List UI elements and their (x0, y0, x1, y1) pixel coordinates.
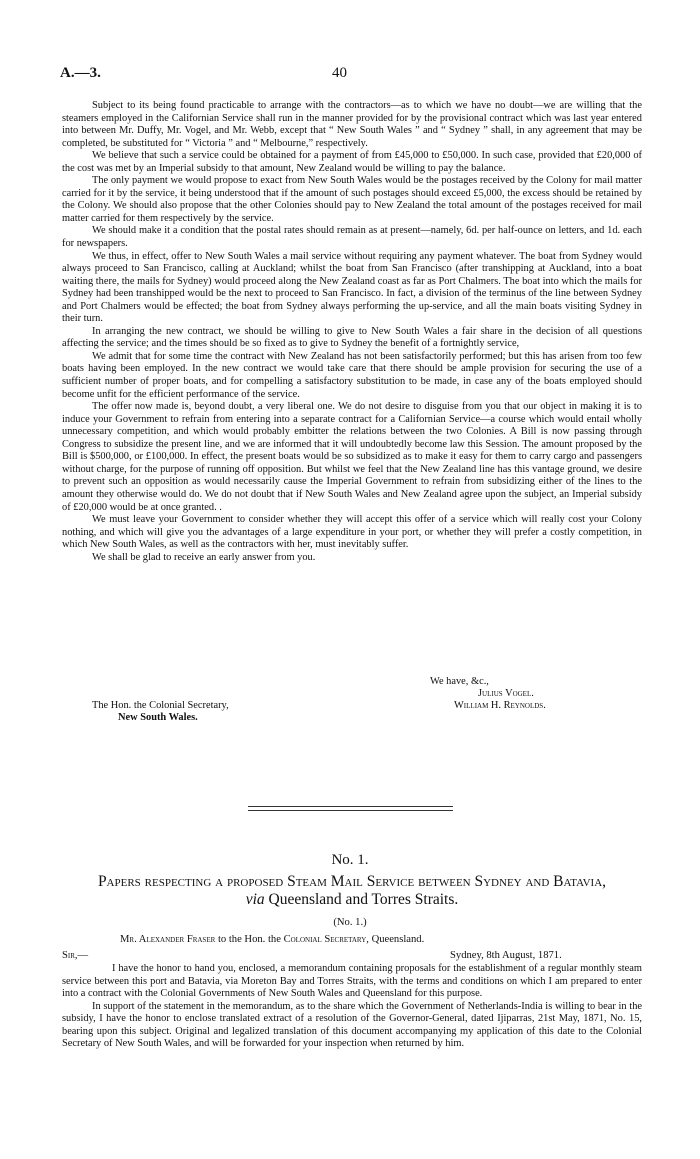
paragraph: We believe that such a service could be obtained for a payment of from £45,000 to £50,000. In such case, provided that £20,000 of the cost was met by an Imperial subsidy to that amount, New Zealand would be willing to pay the balance. (62, 150, 642, 174)
paper-title-part: Papers respecting a proposed Steam Mail Service between Sydney and Batavia, (97, 873, 607, 890)
document-reference: A.—3. (60, 65, 101, 81)
paragraph: We must leave your Government to consider whether they will accept this offer of a service which will really cost your Colony nothing, and which will give you the advantages of a large expenditure in your port, or whether they will prefer a costly competition, in which New South Wales, as well as the contractors with her, must inevitably suffer. (62, 514, 642, 551)
paragraph: The offer now made is, beyond doubt, a very liberal one. We do not desire to disguise from you that our object in making it is to induce your Government to refrain from entering into a separate contract for a Californian Service—a course which would entail wholly unnecessary competition, and which would probably embitter the relations between the two Colonies. A Bill is now passing through Congress to subsidize the present line, and we are informed that it will undoubtedly become law this Session. The amount proposed by the Bill is $500,000, or £100,000. In effect, the present boats would be so subsidized as to make it easy for them to carry cargo and passengers without charge, for the purpose of running off opposition. But whilst we feel that the New Zealand line has this vantage ground, we desire to prevent such an opposition as would necessarily cause the Imperial Government to refrain from subsidizing either of the lines to the amount they otherwise would do. We do not doubt that if New South Wales and New Zealand agree upon the subject, an Imperial subsidy of £20,000 would be at once granted. . (62, 401, 642, 513)
divider (248, 806, 453, 807)
addressee: The Hon. the Colonial Secretary, (92, 700, 229, 711)
page-number: 40 (332, 65, 347, 81)
paragraph: I have the honor to hand you, enclosed, a memorandum containing proposals for the establishment of a regular monthly steam service between this port and Batavia, via Moreton Bay and Torres Straits, with the terms and conditions on which I am prepared to enter into a contract with the Colonial Governments of New South Wales and Queensland for this purpose. (62, 963, 642, 1000)
letter-date: Sydney, 8th August, 1871. (450, 950, 562, 961)
paragraph: In arranging the new contract, we should be willing to give to New South Wales a fair share in the decision of all questions affecting the service; and the times should be so fixed as to give to Sydney the benefit of a fortnightly service, (62, 325, 642, 350)
letter-body (62, 963, 642, 1051)
recipient-place: , Queensland. (366, 934, 425, 945)
recipient-office: Colonial Secretary (283, 934, 367, 945)
letter-body (62, 100, 642, 564)
paper-title-via: via (245, 891, 265, 908)
paragraph: Subject to its being found practicable to arrange with the contractors—as to which we have no doubt—we are willing that the steamers employed in the Californian Service shall run in the manner provided for by the provisional contract which was last year entered into between Mr. Duffy, Mr. Vogel, and Mr. Webb, except that “ New South Wales ” and “ Sydney ” shall, in any agreement that may be completed, be substituted for “ Victoria ” and “ Melbourne,” respectively. (62, 100, 642, 149)
sub-number: (No. 1.) (333, 917, 367, 928)
paper-title-part: Queensland and Torres Straits. (268, 891, 459, 908)
to-text: to the Hon. the (217, 934, 281, 945)
signatory-name: William H. Reynolds. (454, 700, 546, 711)
paragraph: In support of the statement in the memorandum, as to the share which the Government of Netherlands-India is willing to bear in the subsidy, I have the honor to enclose translated extract of a resolution of the Governor-General, dated Ijiparras, 21st May, 1871, No. 15, bearing upon this subject. Original and legalized translation of this document accompanying my application of this date to the Colonial Secretary of New South Wales, and will be forwarded for your inspection when returned by him. (62, 1000, 642, 1050)
paper-number: No. 1. (331, 852, 369, 868)
signatory-name: Julius Vogel. (478, 688, 534, 699)
paper-title (62, 873, 642, 909)
paragraph: The only payment we would propose to exact from New South Wales would be the postages received by the Colony for mail matter carried for it by the service, it being understood that if the amount of such postages should exceed £5,000, the excess should be retained by the Colony. We should also propose that the other Colonies should pay to New Zealand the total amount of the postages received for mail matter carried for them respectively by the service. (62, 175, 642, 224)
addressee-place: New South Wales. (118, 712, 198, 723)
closing-formula: We have, &c., (430, 676, 489, 687)
paragraph: We admit that for some time the contract with New Zealand has not been satisfactorily performed; but this has arisen from too few boats having been employed. In the new contract we would take care that there should be ample provision for securing the use of a sufficient number of proper boats, and for compelling a satisfactory substitution to be made, in case any of the boats employed should become unfit for the efficient performance of the service. (62, 350, 642, 400)
sender: Mr. Alexander Fraser (120, 934, 216, 945)
paragraph: We shall be glad to receive an early answer from you. (92, 551, 316, 563)
paragraph: We thus, in effect, offer to New South Wales a mail service without requiring any payment whatever. The boat from Sydney would always proceed to San Francisco, calling at Auckland; whilst the boat from San Francisco (after transhipping at Auckland, into a boat waiting there, the mails for Sydney) would proceed along the New Zealand coast as far as Port Chalmers. The boat into which the mails for Sydney had been transhipped would be the next to proceed to San Francisco. In fact, a division of the terminus of the line between Sydney and Port Chalmers would be effected; the boat from Sydney always performing the up-service, and all the main boats visiting Sydney in their turn. (62, 250, 642, 325)
divider (248, 810, 453, 811)
salutation: Sir,— (62, 950, 89, 961)
from-to-line (120, 934, 424, 945)
paragraph: We should make it a condition that the postal rates should remain as at present—namely, 6d. per half-ounce on letters, and 1d. each for newspapers. (62, 225, 642, 250)
